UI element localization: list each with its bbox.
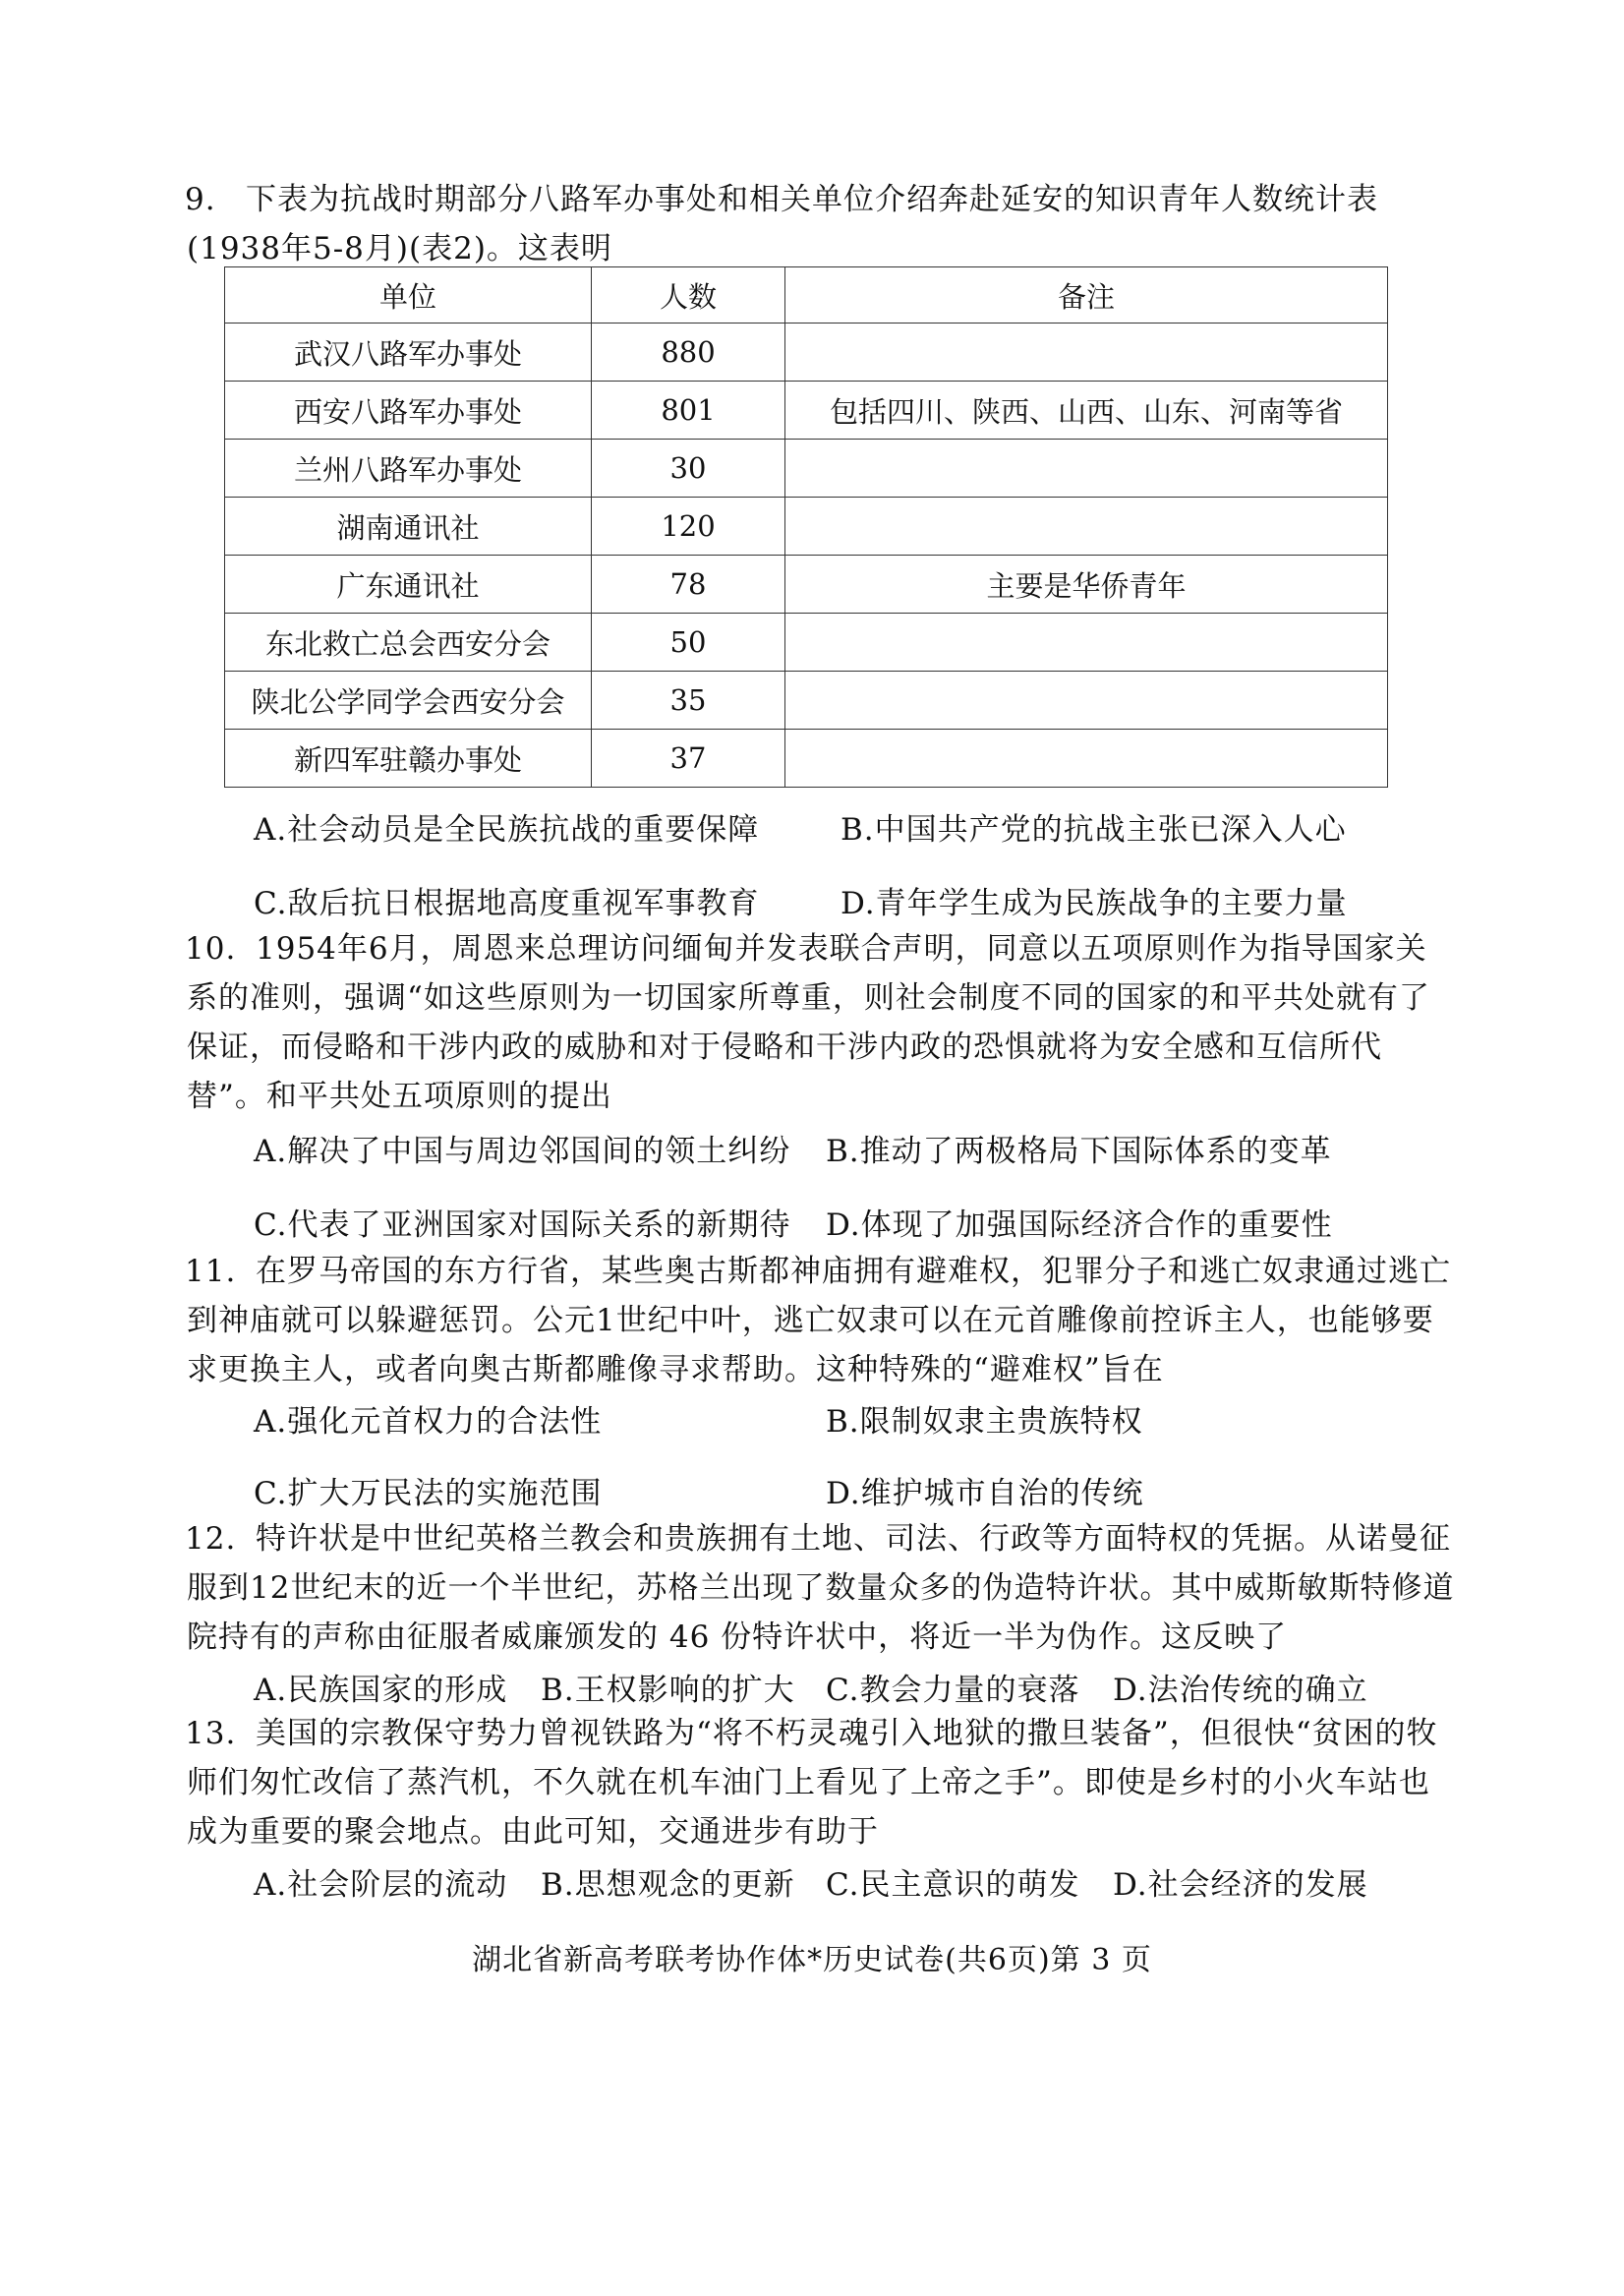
option-d[interactable]: D.维护城市自治的传统 bbox=[826, 1476, 1144, 1511]
table-row bbox=[225, 556, 1388, 614]
option-a[interactable]: A.解决了中国与周边邻国间的领土纠纷 bbox=[254, 1134, 791, 1169]
question-number: 9. bbox=[185, 182, 216, 217]
table-cell: 广东通讯社 bbox=[225, 556, 592, 614]
table-cell: 陕北公学同学会西安分会 bbox=[225, 672, 592, 730]
question-number: 13. bbox=[185, 1716, 237, 1751]
table-row bbox=[225, 498, 1388, 556]
option-c[interactable]: C.敌后抗日根据地高度重视军事教育 bbox=[254, 886, 760, 921]
option-b[interactable]: B.思想观念的更新 bbox=[541, 1867, 795, 1903]
table-cell: 880 bbox=[592, 324, 785, 382]
question-number: 10. bbox=[185, 931, 237, 967]
table-cell bbox=[785, 614, 1388, 672]
page-footer: 湖北省新高考联考协作体*历史试卷(共6页)第 3 页 bbox=[472, 1943, 1152, 1977]
option-c[interactable]: C.民主意识的萌发 bbox=[826, 1867, 1080, 1903]
table-row bbox=[225, 614, 1388, 672]
option-d[interactable]: D.法治传统的确立 bbox=[1113, 1673, 1368, 1708]
option-b[interactable]: B.王权影响的扩大 bbox=[541, 1673, 795, 1708]
option-d[interactable]: D.体现了加强国际经济合作的重要性 bbox=[826, 1207, 1333, 1243]
question-9 bbox=[187, 175, 1455, 273]
option-b[interactable]: B.推动了两极格局下国际体系的变革 bbox=[826, 1134, 1332, 1169]
table-row bbox=[225, 440, 1388, 498]
table-row bbox=[225, 730, 1388, 788]
table-header: 单位 bbox=[225, 267, 592, 324]
option-c[interactable]: C.代表了亚洲国家对国际关系的新期待 bbox=[254, 1207, 791, 1243]
table-cell: 兰州八路军办事处 bbox=[225, 440, 592, 498]
table-cell: 50 bbox=[592, 614, 785, 672]
option-c[interactable]: C.扩大万民法的实施范围 bbox=[254, 1476, 603, 1511]
question-stem: 1954年6月，周恩来总理访问缅甸并发表联合声明，同意以五项原则作为指导国家关系的准则，强调“如这些原则为一切国家所尊重，则社会制度不同的国家的和平共处就有了保证，而侵略和干涉内政的威胁和对于侵略和干涉内政的恐惧就将为安全感和互信所代替”。和平共处五项原则的提出 bbox=[187, 931, 1430, 1114]
table-cell: 37 bbox=[592, 730, 785, 788]
table-cell: 35 bbox=[592, 672, 785, 730]
option-c[interactable]: C.教会力量的衰落 bbox=[826, 1673, 1080, 1708]
table-cell: 新四军驻赣办事处 bbox=[225, 730, 592, 788]
table-header-row bbox=[225, 267, 1388, 324]
table-cell: 包括四川、陕西、山西、山东、河南等省 bbox=[785, 382, 1388, 440]
table-cell: 78 bbox=[592, 556, 785, 614]
table-cell: 30 bbox=[592, 440, 785, 498]
table-cell: 801 bbox=[592, 382, 785, 440]
question-11 bbox=[187, 1247, 1455, 1394]
data-table bbox=[224, 266, 1388, 788]
question-10 bbox=[187, 924, 1455, 1121]
question-13 bbox=[187, 1709, 1455, 1856]
table-header: 备注 bbox=[785, 267, 1388, 324]
option-a[interactable]: A.强化元首权力的合法性 bbox=[254, 1404, 603, 1440]
table-row bbox=[225, 672, 1388, 730]
question-stem: 在罗马帝国的东方行省，某些奥古斯都神庙拥有避难权，犯罪分子和逃亡奴隶通过逃亡到神庙就可以躲避惩罚。公元1世纪中叶，逃亡奴隶可以在元首雕像前控诉主人，也能够要求更换主人，或者向奥古斯都雕像寻求帮助。这种特殊的“避难权”旨在 bbox=[187, 1254, 1451, 1387]
table-cell bbox=[785, 440, 1388, 498]
option-d[interactable]: D.青年学生成为民族战争的主要力量 bbox=[841, 886, 1348, 921]
question-number: 12. bbox=[185, 1521, 237, 1557]
question-number: 11. bbox=[185, 1254, 237, 1289]
option-a[interactable]: A.社会动员是全民族抗战的重要保障 bbox=[254, 812, 760, 848]
table-cell bbox=[785, 672, 1388, 730]
question-stem: 下表为抗战时期部分八路军办事处和相关单位介绍奔赴延安的知识青年人数统计表(1938年5-8月)(表2)。这表明 bbox=[187, 182, 1378, 266]
option-a[interactable]: A.社会阶层的流动 bbox=[254, 1867, 508, 1903]
table-cell bbox=[785, 324, 1388, 382]
option-b[interactable]: B.中国共产党的抗战主张已深入人心 bbox=[841, 812, 1347, 848]
table-cell: 东北救亡总会西安分会 bbox=[225, 614, 592, 672]
table-cell: 主要是华侨青年 bbox=[785, 556, 1388, 614]
option-a[interactable]: A.民族国家的形成 bbox=[254, 1673, 508, 1708]
table-cell: 西安八路军办事处 bbox=[225, 382, 592, 440]
table-cell: 武汉八路军办事处 bbox=[225, 324, 592, 382]
table-row bbox=[225, 382, 1388, 440]
question-12 bbox=[187, 1514, 1455, 1662]
option-b[interactable]: B.限制奴隶主贵族特权 bbox=[826, 1404, 1143, 1440]
table-cell: 湖南通讯社 bbox=[225, 498, 592, 556]
option-d[interactable]: D.社会经济的发展 bbox=[1113, 1867, 1368, 1903]
table-cell bbox=[785, 730, 1388, 788]
table-cell: 120 bbox=[592, 498, 785, 556]
question-stem: 特许状是中世纪英格兰教会和贵族拥有土地、司法、行政等方面特权的凭据。从诺曼征服到12世纪末的近一个半世纪，苏格兰出现了数量众多的伪造特许状。其中威斯敏斯特修道院持有的声称由征服者威廉颁发的 46 份特许状中，将近一半为伪作。这反映了 bbox=[187, 1521, 1455, 1655]
table-cell bbox=[785, 498, 1388, 556]
table-header: 人数 bbox=[592, 267, 785, 324]
question-stem: 美国的宗教保守势力曾视铁路为“将不朽灵魂引入地狱的撒旦装备”，但很快“贫困的牧师们匆忙改信了蒸汽机，不久就在机车油门上看见了上帝之手”。即使是乡村的小火车站也成为重要的聚会地点。由此可知，交通进步有助于 bbox=[187, 1716, 1438, 1850]
table-row bbox=[225, 324, 1388, 382]
